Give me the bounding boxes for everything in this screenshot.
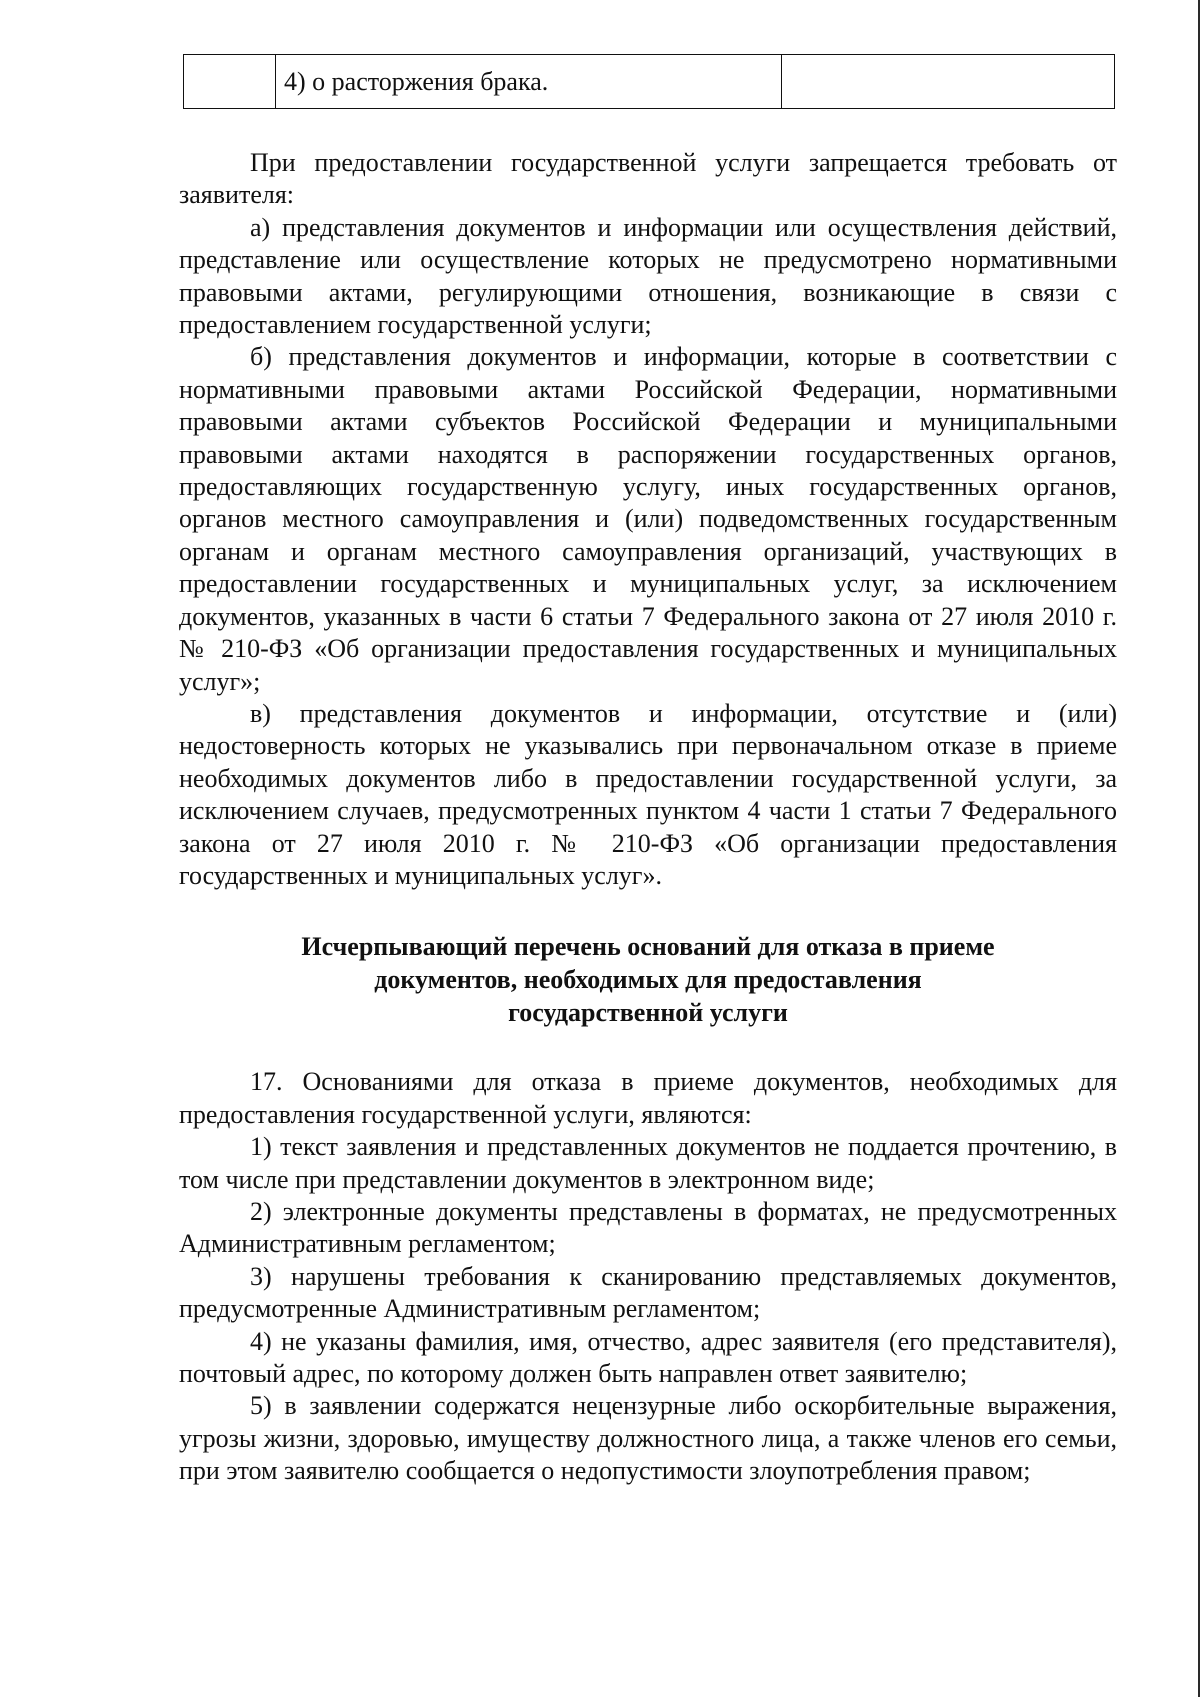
intro-item-b: б) представления документов и информации, которые в соответствии с нормативными правовыми актами Российской Федерации, нормативными правовыми актами субъектов Российской Федерации и муниципальными правовыми актами находятся в распоряжении государственных органов, предоставляющих государственную услугу, иных государственных органов, органов местного самоуправления и (или) подведомственных государственным органам и органам местного самоуправления организаций, участвующих в предоставлении государственных и муниципальных услуг, за исключением документов, указанных в части 6 статьи 7 Федерального закона от 27 июля 2010 г. № 210-ФЗ «Об организации предоставления государственных и муниципальных услуг»; [179, 342, 1117, 696]
document-body [179, 147, 1117, 1488]
intro-paragraph: При предоставлении государственной услуги запрещается требовать от заявителя: [179, 148, 1117, 210]
section-heading [179, 930, 1117, 1029]
continuation-table [183, 54, 1115, 109]
section-item-1: 1) текст заявления и представленных документов не поддается прочтению, в том числе при представлении документов в электронном виде; [179, 1132, 1117, 1194]
section-item-3: 3) нарушены требования к сканированию представляемых документов, предусмотренные Административным регламентом; [179, 1261, 1117, 1324]
section-lead-paragraph: 17. Основаниями для отказа в приеме документов, необходимых для предоставления государственной услуги, являются: [179, 1067, 1117, 1129]
intro-item-v: в) представления документов и информации, отсутствие и (или) недостоверность которых не указывались при первоначальном отказе в приеме необходимых документов либо в предоставлении государственной услуги, за исключением случаев, предусмотренных пунктом 4 части 1 статьи 7 Федерального закона от 27 июля 2010 г. № 210-ФЗ «Об организации предоставления государственных и муниципальных услуг». [179, 698, 1117, 890]
table-row [184, 55, 1115, 109]
section-item-2: 2) электронные документы представлены в форматах, не предусмотренных Административным регламентом; [179, 1196, 1117, 1259]
section-item-5: 5) в заявлении содержатся нецензурные либо оскорбительные выражения, угрозы жизни, здоровью, имуществу должностного лица, а также членов его семьи, при этом заявителю сообщается о недопустимости злоупотребления правом; [179, 1391, 1117, 1486]
intro-item-a: а) представления документов и информации или осуществления действий, представление или осуществление которых не предусмотрено нормативными правовыми актами, регулирующими отношения, возникающие в связи с предоставлением государственной услуги; [179, 212, 1117, 340]
table-cell-number [184, 55, 276, 109]
table-cell-text: 4) о расторжения брака. [276, 55, 782, 109]
section-item-4: 4) не указаны фамилия, имя, отчество, адрес заявителя (его представителя), почтовый адрес, по которому должен быть направлен ответ заявителю; [179, 1326, 1117, 1388]
section-heading-line: Исчерпывающий перечень оснований для отказа в приеме [301, 932, 995, 962]
table-cell-empty [782, 55, 1115, 109]
section-heading-line: документов, необходимых для предоставления [374, 965, 922, 995]
section-heading-line: государственной услуги [508, 998, 788, 1028]
